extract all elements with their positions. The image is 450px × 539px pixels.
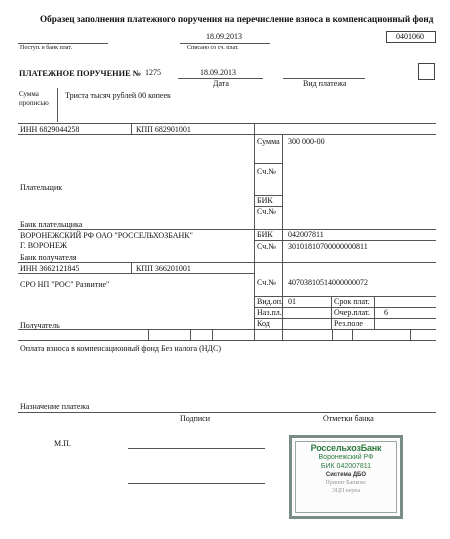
payer-bank-bik-label: БИК bbox=[257, 196, 273, 205]
grid-line bbox=[332, 329, 333, 340]
srok-label: Срок плат. bbox=[334, 297, 370, 306]
ocher-value: 6 bbox=[384, 308, 388, 317]
signature-line-2 bbox=[128, 483, 265, 484]
grid-line bbox=[18, 134, 254, 135]
payer-inn: ИНН 6829044258 bbox=[20, 125, 80, 134]
received-date: 18.09.2013 bbox=[206, 32, 242, 41]
purpose-label: Назначение платежа bbox=[20, 402, 90, 411]
grid-line bbox=[148, 329, 149, 340]
grid-line bbox=[282, 134, 283, 340]
payment-type-label: Вид платежа bbox=[303, 79, 347, 88]
bank-marks-label: Отметки банка bbox=[323, 414, 374, 423]
document-title: Образец заполнения платежного поручения на перечисление взноса в компенсационный фонд bbox=[40, 14, 434, 24]
stamp-inner-border bbox=[295, 441, 397, 513]
grid-line bbox=[410, 329, 411, 340]
recipient-corr-label: Сч.№ bbox=[257, 242, 276, 251]
stamp-bik: БИК 042007811 bbox=[320, 463, 372, 470]
received-line bbox=[18, 43, 108, 44]
grid-line bbox=[212, 329, 213, 340]
sum-label: Сумма bbox=[257, 137, 280, 146]
recipient-bank-label: Банк получателя bbox=[20, 253, 77, 262]
payer-bank-label: Банк плательщика bbox=[20, 220, 83, 229]
grid-line bbox=[18, 123, 436, 124]
ocher-label: Очер.плат. bbox=[334, 308, 370, 317]
payer-bank-account-label: Сч.№ bbox=[257, 207, 276, 216]
order-date-label: Дата bbox=[213, 79, 229, 88]
vid-op-value: 01 bbox=[288, 297, 296, 306]
grid-line bbox=[18, 273, 254, 274]
mp-label: М.П. bbox=[54, 439, 71, 448]
status-box bbox=[418, 63, 435, 80]
purpose-bottom-line bbox=[18, 412, 436, 413]
recipient-account-label: Сч.№ bbox=[257, 278, 276, 287]
grid-line bbox=[352, 329, 353, 340]
payer-label: Плательщик bbox=[20, 183, 63, 192]
stamp-branch: Воронежский РФ bbox=[318, 454, 374, 461]
sum-value: 300 000-00 bbox=[288, 137, 325, 146]
grid-line bbox=[374, 296, 375, 329]
grid-line bbox=[131, 262, 132, 273]
naz-pl-label: Наз.пл. bbox=[257, 308, 282, 317]
bank-stamp bbox=[289, 435, 403, 519]
debited-label: Списано со сч. плат. bbox=[187, 45, 239, 51]
grid-line bbox=[18, 229, 436, 230]
recipient-bik-label: БИК bbox=[257, 230, 273, 239]
purpose-text: Оплата взноса в компенсационный фонд Без налога (НДС) bbox=[20, 344, 221, 353]
recipient-bank-name-2: Г. ВОРОНЕЖ bbox=[20, 241, 67, 250]
recipient-account-value: 40703810514000000072 bbox=[288, 278, 368, 287]
grid-line bbox=[18, 329, 436, 330]
order-date: 18.09.2013 bbox=[200, 68, 236, 77]
stamp-bank-name: РоссельхозБанк bbox=[310, 443, 382, 453]
recipient-inn: ИНН 3662121845 bbox=[20, 264, 80, 273]
rez-label: Рез.поле bbox=[334, 319, 363, 328]
recipient-label: Получатель bbox=[20, 321, 60, 330]
grid-line bbox=[18, 340, 436, 341]
debited-line bbox=[180, 43, 270, 44]
stamp-ecp: ЭЦП верна bbox=[331, 488, 361, 494]
payer-account-label: Сч.№ bbox=[257, 167, 276, 176]
signatures-label: Подписи bbox=[180, 414, 211, 423]
signature-line-1 bbox=[128, 448, 265, 449]
amount-words-label: Сумма прописью bbox=[19, 90, 49, 107]
order-title: ПЛАТЕЖНОЕ ПОРУЧЕНИЕ № bbox=[19, 69, 142, 78]
grid-line bbox=[131, 123, 132, 134]
recipient-name: СРО НП "РОС" Развитие" bbox=[20, 280, 110, 289]
recipient-corr-value: 30101810700000000811 bbox=[288, 242, 368, 251]
grid-line bbox=[254, 134, 436, 135]
stamp-system: Система ДБО bbox=[325, 472, 367, 478]
recipient-bik-value: 042007811 bbox=[288, 230, 324, 239]
form-code: 0401060 bbox=[396, 32, 424, 41]
grid-line bbox=[190, 329, 191, 340]
order-number: 1275 bbox=[145, 68, 161, 77]
grid-line bbox=[18, 262, 436, 263]
grid-line bbox=[331, 296, 332, 329]
recipient-bank-name-1: ВОРОНЕЖСКИЙ РФ ОАО "РОССЕЛЬХОЗБАНК" bbox=[20, 231, 193, 240]
amount-words-value: Триста тысяч рублей 00 копеек bbox=[65, 91, 171, 100]
received-label: Поступ. в банк плат. bbox=[20, 45, 72, 51]
recipient-kpp: КПП 366201001 bbox=[136, 264, 191, 273]
vid-op-label: Вид.оп. bbox=[257, 297, 283, 306]
kod-label: Код bbox=[257, 319, 270, 328]
grid-line bbox=[254, 163, 282, 164]
stamp-accepted: Принят Банком: bbox=[325, 480, 367, 486]
amount-words-divider bbox=[57, 88, 58, 122]
grid-line bbox=[254, 240, 436, 241]
payer-kpp: КПП 682901001 bbox=[136, 125, 191, 134]
